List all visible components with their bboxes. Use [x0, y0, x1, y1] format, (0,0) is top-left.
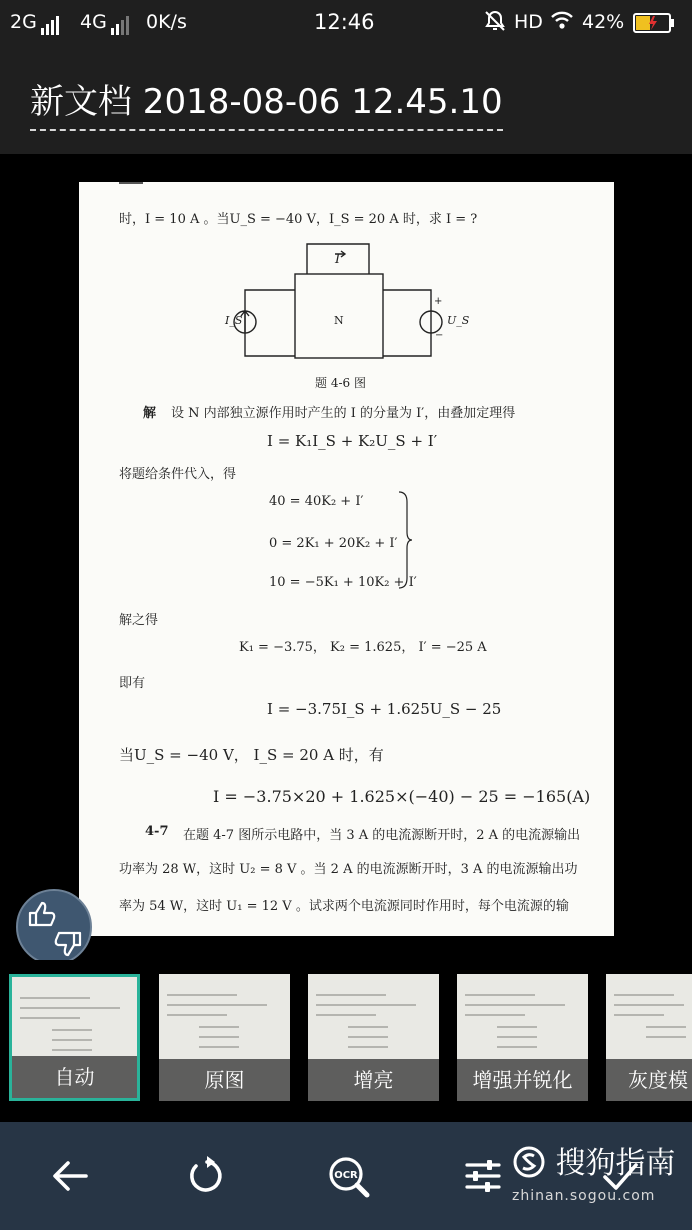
equation: 0 = 2K₁ + 20K₂ + I′: [269, 536, 398, 551]
filter-original[interactable]: [159, 974, 290, 1101]
document-title[interactable]: 新文档 2018-08-06 12.45.10: [30, 74, 503, 131]
signal-icon: [111, 13, 131, 35]
doc-line: 时，I = 10 A 。当U_S = −40 V，I_S = 20 A 时，求 I = ?: [119, 212, 478, 227]
filter-enhance-sharpen[interactable]: [457, 974, 588, 1101]
thumbs-up-down-icon: [18, 891, 94, 967]
battery-icon: [633, 13, 675, 38]
network-4g: 4G: [80, 11, 131, 35]
equation: 10 = −5K₁ + 10K₂ + I′: [269, 575, 417, 590]
ocr-button[interactable]: [318, 1146, 378, 1206]
equation: I = K₁I_S + K₂U_S + I′: [267, 432, 438, 450]
net-speed: 0K/s: [146, 11, 187, 33]
wifi-icon: [550, 9, 574, 36]
back-button[interactable]: [40, 1146, 100, 1206]
problem-number: 4-7: [145, 824, 169, 839]
arrow-left-icon: [50, 1156, 90, 1196]
ocr-icon: [326, 1154, 370, 1198]
filter-brighten[interactable]: [308, 974, 439, 1101]
sliders-icon: [463, 1156, 503, 1196]
rotate-button[interactable]: [177, 1146, 237, 1206]
watermark-url: zhinan.sogou.com: [512, 1188, 656, 1204]
equation: K₁ = −3.75， K₂ = 1.625， I′ = −25 A: [239, 640, 487, 655]
filter-label: 增强并锐化: [457, 1059, 588, 1101]
circuit-label-us: U_S: [447, 314, 470, 327]
equation: 40 = 40K₂ + I′: [269, 494, 364, 509]
doc-line: 解之得: [119, 613, 159, 628]
doc-line: 功率为 28 W，这时 U₂ = 8 V 。当 2 A 的电流源断开时，3 A 的电流源输出功: [119, 862, 578, 877]
watermark-brand: 搜狗指南: [512, 1138, 676, 1182]
equation: I = −3.75I_S + 1.625U_S − 25: [267, 700, 502, 718]
doc-line: 在题 4-7 图所示电路中，当 3 A 的电流源断开时，2 A 的电流源输出: [183, 828, 581, 843]
filter-strip: [0, 960, 692, 1120]
circuit-label-is: I_S: [225, 314, 243, 327]
doc-line: 率为 54 W，这时 U₁ = 12 V 。试求两个电流源同时作用时，每个电流源的输: [119, 899, 569, 914]
bottom-toolbar: [0, 1122, 692, 1230]
hd-indicator: HD: [514, 11, 543, 33]
circuit-label-n: N: [334, 314, 344, 327]
feedback-button[interactable]: [16, 889, 92, 965]
filter-label: 灰度模: [606, 1059, 692, 1101]
adjust-button[interactable]: [453, 1146, 513, 1206]
signal-icon: [41, 13, 61, 35]
doc-line: 即有: [119, 676, 146, 691]
circuit-plus: +: [434, 296, 443, 307]
figure-caption: 题 4-6 图: [315, 376, 366, 390]
circuit-label-i: I: [335, 252, 341, 267]
status-bar: [0, 0, 692, 46]
filter-label: 增亮: [308, 1059, 439, 1101]
network-2g: 2G: [10, 11, 61, 35]
document-preview: [79, 182, 614, 936]
filter-grayscale[interactable]: [606, 974, 692, 1101]
circuit-minus: −: [435, 330, 444, 341]
clock: 12:46: [314, 10, 375, 34]
solution-label: 解: [143, 406, 157, 421]
svg-text:OCR: OCR: [334, 1170, 358, 1181]
brace: [397, 490, 413, 590]
equation: I = −3.75×20 + 1.625×(−40) − 25 = −165(A): [213, 787, 591, 806]
doc-line: 将题给条件代入，得: [119, 467, 237, 482]
filter-label: 原图: [159, 1059, 290, 1101]
doc-line: 设 N 内部独立源作用时产生的 I 的分量为 I′，由叠加定理得: [171, 406, 516, 421]
page-mark: [119, 182, 143, 184]
rotate-icon: [187, 1156, 227, 1196]
mute-icon: [483, 9, 507, 38]
doc-line: 当U_S = −40 V， I_S = 20 A 时，有: [119, 746, 384, 764]
title-bar: [0, 46, 692, 154]
filter-label: 自动: [12, 1056, 137, 1098]
filter-auto[interactable]: [9, 974, 140, 1101]
sogou-logo-icon: [512, 1145, 546, 1179]
battery-percent: 42%: [582, 11, 625, 33]
